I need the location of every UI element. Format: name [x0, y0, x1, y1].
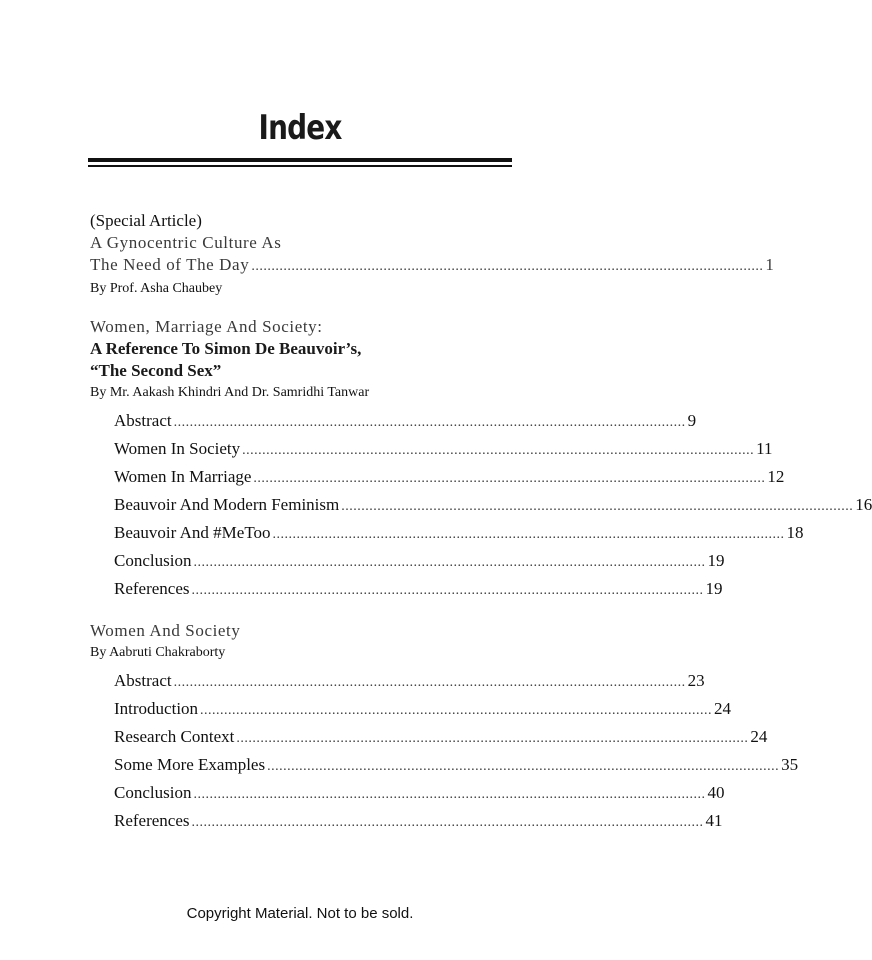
toc-entry-page: 35 — [781, 755, 799, 774]
article-title: Women And Society — [90, 621, 241, 640]
toc-entry-list — [90, 408, 872, 604]
author-byline: By Mr. Aakash Khindri And Dr. Samridhi Tanwar — [90, 385, 370, 400]
toc-entry-page: 19 — [705, 579, 723, 598]
toc-entry-page: 41 — [705, 811, 723, 830]
toc-entry-label: Conclusion — [114, 551, 192, 570]
dot-leader: ................................................................................................................................ — [236, 731, 749, 746]
toc-entry[interactable] — [90, 576, 723, 604]
toc-section-special-article — [90, 210, 774, 300]
toc-entry[interactable] — [90, 492, 872, 520]
toc-entry-page: 11 — [756, 439, 773, 458]
toc-section-women-and-society — [90, 620, 799, 836]
table-of-contents — [90, 210, 872, 852]
dot-leader: ................................................................................................................................ — [200, 703, 713, 718]
dot-leader: ................................................................................................................................ — [267, 759, 780, 774]
toc-entry[interactable] — [90, 464, 785, 492]
toc-entry[interactable] — [90, 780, 725, 808]
toc-entry[interactable] — [90, 254, 774, 278]
title-rule-thin — [88, 165, 512, 167]
dot-leader: ................................................................................................................................ — [341, 499, 854, 514]
toc-entry-page: 23 — [687, 671, 705, 690]
toc-entry[interactable] — [90, 724, 768, 752]
dot-leader: ................................................................................................................................ — [253, 471, 766, 486]
toc-entry-label: Abstract — [114, 411, 172, 430]
copyright-notice: Copyright Material. Not to be sold. — [186, 905, 414, 922]
title-rule-thick — [88, 158, 512, 162]
dot-leader: ................................................................................................................................ — [173, 415, 686, 430]
toc-entry-page: 12 — [767, 467, 785, 486]
toc-entry[interactable] — [90, 696, 732, 724]
toc-entry[interactable] — [90, 548, 725, 576]
toc-entry-label: Beauvoir And Modern Feminism — [114, 495, 340, 514]
toc-entry[interactable] — [90, 808, 723, 836]
toc-entry-page: 16 — [855, 495, 872, 514]
toc-entry-label: Research Context — [114, 727, 235, 746]
article-title: Women, Marriage And Society: — [90, 317, 323, 336]
toc-entry-page: 19 — [707, 551, 725, 570]
toc-entry-list — [90, 668, 799, 836]
dot-leader: ................................................................................................................................ — [242, 443, 755, 458]
toc-entry-page: 40 — [707, 783, 725, 802]
toc-entry[interactable] — [90, 752, 799, 780]
toc-entry[interactable] — [90, 668, 705, 696]
toc-entry-page: 9 — [687, 411, 697, 430]
toc-entry-label: Abstract — [114, 671, 172, 690]
toc-entry-label: Women In Society — [114, 439, 241, 458]
toc-entry-label: Introduction — [114, 699, 199, 718]
toc-entry-page: 24 — [750, 727, 768, 746]
dot-leader: ................................................................................................................................ — [191, 815, 704, 830]
dot-leader: ................................................................................................................................ — [173, 675, 686, 690]
toc-entry-label: Some More Examples — [114, 755, 266, 774]
toc-entry-label: Conclusion — [114, 783, 192, 802]
article-title: A Reference To Simon De Beauvoir’s, — [90, 339, 362, 358]
toc-entry-label: Women In Marriage — [114, 467, 252, 486]
dot-leader: ................................................................................................................................ — [251, 259, 764, 274]
toc-entry-label: References — [114, 811, 190, 830]
page-title: Index — [258, 108, 342, 148]
toc-entry-page: 1 — [765, 255, 774, 274]
dot-leader: ................................................................................................................................ — [191, 583, 704, 598]
toc-entry-label: Beauvoir And #MeToo — [114, 523, 271, 542]
toc-section-women-marriage-society — [90, 316, 872, 604]
toc-entry-label: The Need of The Day — [90, 255, 250, 274]
toc-entry-page: 24 — [714, 699, 732, 718]
toc-entry[interactable] — [90, 436, 773, 464]
article-title: A Gynocentric Culture As — [90, 233, 282, 252]
toc-entry[interactable] — [90, 520, 804, 548]
dot-leader: ................................................................................................................................ — [193, 787, 706, 802]
toc-entry[interactable] — [90, 408, 697, 436]
toc-entry-page: 18 — [786, 523, 804, 542]
dot-leader: ................................................................................................................................ — [193, 555, 706, 570]
article-title: “The Second Sex” — [90, 361, 222, 380]
dot-leader: ................................................................................................................................ — [272, 527, 785, 542]
toc-entry-label: References — [114, 579, 190, 598]
author-byline: By Aabruti Chakraborty — [90, 645, 226, 660]
author-byline: By Prof. Asha Chaubey — [90, 281, 223, 296]
section-label: (Special Article) — [90, 211, 202, 230]
